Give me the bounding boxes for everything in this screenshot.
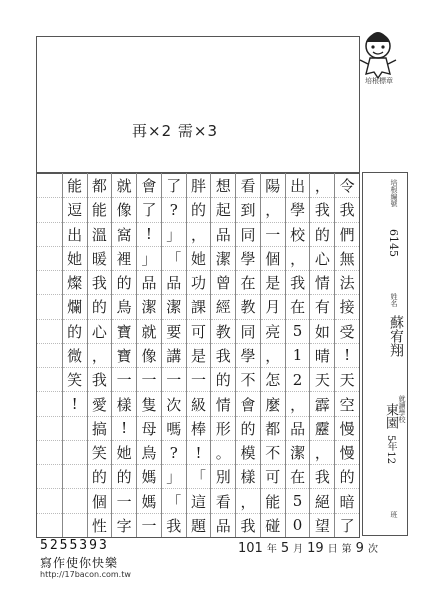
grid-cell: 級 [187,391,211,415]
grid-cell: 0 [286,513,310,537]
grid-cell [37,513,62,537]
grid-cell: ， [236,488,260,512]
grid-cell: 暗 [335,488,359,512]
grid-cell: 樣 [236,464,260,488]
grid-cell [37,270,62,294]
grid-cell: ， [286,246,310,270]
grid-cell: 愛 [88,391,112,415]
grid-column [285,173,310,537]
date-line [238,540,408,556]
grid-cell: ， [310,440,334,464]
id-value: 6145 [387,229,400,257]
grid-cell [37,294,62,318]
grid-cell: 天 [310,367,334,391]
date-month: 5 [280,541,290,556]
grid-cell: 逗 [63,197,87,221]
grid-cell [63,440,87,464]
grid-cell: ! [63,391,87,415]
grid-cell: 怎 [261,367,285,391]
grid-cell: ， [286,391,310,415]
grid-cell: 要 [162,319,186,343]
grid-cell: 校 [286,222,310,246]
grid-cell: 法 [335,270,359,294]
grid-cell: 能 [88,197,112,221]
school-label: 就讀學校 [398,395,406,423]
grid-cell: 潔 [137,294,161,318]
grid-cell: 亮 [261,319,285,343]
school-value: 東園 [383,403,398,429]
name-label: 姓名 [390,293,398,307]
grid-cell: 潔 [286,440,310,464]
grid-cell: 如 [310,319,334,343]
grid-cell: ? [162,440,186,464]
grid-cell: ! [112,416,136,440]
name-value: 蘇宥翔 [388,315,404,357]
grid-cell: 品 [286,416,310,440]
grid-cell: ， [314,176,330,195]
grid-cell: 一 [162,367,186,391]
grid-cell: 麼 [261,391,285,415]
grade-value: 5年12 [385,435,396,465]
grid-cell: 令 [339,176,355,195]
grid-cell: 可 [187,319,211,343]
grid-cell: 一 [112,488,136,512]
grid-cell: 潔 [162,294,186,318]
grid-cell: 曾 [211,270,235,294]
grid-cell: 無 [335,246,359,270]
grid-cell: 看 [211,488,235,512]
grid-cell: 我 [286,270,310,294]
grid-cell: 霹 [310,391,334,415]
student-info-strip [362,172,408,536]
grid-cell: 題 [187,513,211,537]
grid-cell: 樣 [112,391,136,415]
grid-cell: 字 [112,513,136,537]
grid-column [260,173,285,537]
grid-cell: 月 [261,294,285,318]
class-label: 班 [390,511,398,518]
grid-cell: 品 [137,270,161,294]
grid-cell: 情 [310,270,334,294]
grid-column [186,173,211,537]
id-label: 培根編號 [390,179,398,207]
grid-cell: 會 [236,391,260,415]
grid-cell: 「 [162,246,186,270]
grid-cell: 在 [286,464,310,488]
grid-cell: 能 [67,176,83,195]
grid-cell: 心 [88,319,112,343]
grid-column [161,173,186,537]
grid-cell: 形 [211,416,235,440]
grid-cell: 「 [162,488,186,512]
grid-cell: 們 [335,222,359,246]
grid-cell: 是 [261,270,285,294]
grid-cell: 的 [88,294,112,318]
grid-cell: 微 [63,343,87,367]
grid-cell: 。 [211,440,235,464]
grid-cell: 這 [187,488,211,512]
grid-cell: 暖 [88,246,112,270]
grid-cell: 不 [236,367,260,391]
grid-cell: 受 [335,319,359,343]
grid-cell: 一 [112,367,136,391]
grid-cell [37,440,62,464]
date-month-unit: 月 [293,544,304,555]
grid-cell: 有 [310,294,334,318]
grid-cell: 個 [88,488,112,512]
grid-cell: 學 [236,246,260,270]
grid-cell: 都 [261,416,285,440]
grid-cell: 能 [261,488,285,512]
grid-cell: 潔 [211,246,235,270]
grid-cell: 別 [211,464,235,488]
grid-cell: 品 [211,513,235,537]
grid-cell: 起 [211,197,235,221]
grid-cell: ! [187,440,211,464]
grid-cell: 情 [211,391,235,415]
grid-cell [37,416,62,440]
grid-cell: 鳥 [112,294,136,318]
grid-cell: 靂 [310,416,334,440]
grid-cell: 性 [88,513,112,537]
grid-cell: ! [335,343,359,367]
comment-box [36,36,360,174]
grid-cell [37,343,62,367]
grid-cell: 的 [63,319,87,343]
grid-column [111,173,136,537]
grid-cell: 教 [211,319,235,343]
grid-cell [37,246,62,270]
date-year-unit: 年 [266,544,277,555]
grid-cell: 5 [286,319,310,343]
grid-cell: 母 [137,416,161,440]
writing-grid [36,172,360,538]
grid-cell: 空 [335,391,359,415]
grid-cell: 胖 [190,176,206,195]
grid-cell: 學 [236,343,260,367]
grid-cell: 出 [63,222,87,246]
grid-cell: 望 [310,513,334,537]
grid-cell [63,416,87,440]
grid-cell: 就 [137,319,161,343]
grid-cell: 燦 [63,270,87,294]
grid-cell: 5 [286,488,310,512]
grid-cell: 1 [286,343,310,367]
grid-cell: 都 [91,176,107,195]
grid-column [87,173,112,537]
grid-column [235,173,260,537]
grid-cell: 不 [261,440,285,464]
grid-cell: 模 [236,440,260,464]
grid-cell: 接 [335,294,359,318]
grid-cell: 的 [211,367,235,391]
grid-cell: 了 [137,197,161,221]
grid-cell: 笑 [88,440,112,464]
grid-cell: 我 [310,464,334,488]
grid-cell [37,173,62,197]
grid-cell: 像 [137,343,161,367]
grid-cell: 嗎 [162,416,186,440]
grid-cell: 同 [236,222,260,246]
grid-cell: 在 [286,294,310,318]
grid-column [136,173,161,537]
grid-cell: ， [261,197,285,221]
grid-cell: 陽 [265,176,281,195]
grid-cell: 我 [310,197,334,221]
grid-cell: 像 [112,197,136,221]
date-day-unit: 日 [327,544,338,555]
grid-cell [37,391,62,415]
grid-cell: 碰 [261,513,285,537]
grid-cell: 「 [187,464,211,488]
grid-cell: 隻 [137,391,161,415]
grid-cell: 的 [112,464,136,488]
grid-cell: ! [137,222,161,246]
grid-cell: 的 [335,464,359,488]
grid-cell: 次 [162,391,186,415]
grid-cell: 教 [236,294,260,318]
grid-cell: 學 [286,197,310,221]
grid-cell: 到 [236,197,260,221]
grid-cell: 慢 [335,416,359,440]
date-year: 101 [238,541,263,556]
grid-cell: 」 [162,464,186,488]
grid-column [309,173,334,537]
grid-cell: 一 [261,222,285,246]
grid-cell: 就 [116,176,132,195]
grid-cell: 寶 [112,319,136,343]
date-day: 19 [307,541,324,556]
slogan: 寫作使你快樂 [40,556,119,570]
grid-cell: 會 [141,176,157,195]
grid-cell: 看 [240,176,256,195]
grid-cell: 出 [290,176,306,195]
grid-cell: 是 [187,343,211,367]
grid-cell: ， [88,343,112,367]
grid-cell: 一 [137,367,161,391]
grid-cell [63,513,87,537]
grid-cell: 心 [310,246,334,270]
grid-cell [37,197,62,221]
grid-cell: 天 [335,367,359,391]
grid-cell: ? [162,197,186,221]
document-code: 5255393 [40,538,109,553]
grid-cell: 晴 [310,343,334,367]
index-number: 9 [355,541,364,556]
grid-cell: 搞 [88,416,112,440]
grid-cell: 的 [187,197,211,221]
grid-cell: 一 [187,367,211,391]
grid-cell: 可 [261,464,285,488]
grid-column [334,173,359,537]
grid-cell: 品 [162,270,186,294]
grid-cell: 鳥 [137,440,161,464]
grid-cell: 我 [88,367,112,391]
correction-note: 再×2 需×3 [132,122,218,140]
grid-cell: 慢 [335,440,359,464]
grid-cell [37,222,62,246]
grid-cell: 棒 [187,416,211,440]
grid-cell: 溫 [88,222,112,246]
grid-cell: 裡 [112,246,136,270]
grid-cell: 媽 [137,464,161,488]
grid-cell: 我 [335,197,359,221]
grid-cell: 的 [112,270,136,294]
grid-cell [37,319,62,343]
grid-cell: 經 [211,294,235,318]
grid-cell: 笑 [63,367,87,391]
grid-cell [37,367,62,391]
grid-cell: 我 [211,343,235,367]
grid-cell: 」 [162,222,186,246]
grid-cell: 我 [236,513,260,537]
grid-cell: 了 [335,513,359,537]
grid-cell [63,464,87,488]
grid-cell: 的 [88,464,112,488]
grid-cell: 寶 [112,343,136,367]
grid-cell: 她 [63,246,87,270]
grid-cell: 同 [236,319,260,343]
grid-column [62,173,87,537]
grid-cell: 絕 [310,488,334,512]
grid-cell [37,464,62,488]
grid-cell: 一 [137,513,161,537]
grid-cell: 想 [215,176,231,195]
grid-cell: 爛 [63,294,87,318]
grid-column [37,173,62,537]
grid-cell: 窩 [112,222,136,246]
grid-cell [63,488,87,512]
grid-cell: 功 [187,270,211,294]
grid-cell: 媽 [137,488,161,512]
grid-cell: 在 [236,270,260,294]
grid-column [210,173,235,537]
grid-cell: 課 [187,294,211,318]
grid-cell: 她 [112,440,136,464]
grid-cell: 」 [137,246,161,270]
grid-cell: 講 [162,343,186,367]
grid-cell: 了 [166,176,182,195]
grid-cell: 我 [88,270,112,294]
grid-cell: 她 [187,246,211,270]
index-prefix: 第 [341,544,352,555]
grid-cell: 個 [261,246,285,270]
logo-label: 培根標章 [365,77,393,85]
grid-cell: 我 [162,513,186,537]
grid-cell: ， [261,343,285,367]
grid-cell: ， [187,222,211,246]
index-unit: 次 [367,544,378,555]
site-url: http://17bacon.com.tw [40,570,131,579]
grid-cell [37,488,62,512]
grid-cell: 品 [211,222,235,246]
grid-cell: 2 [286,367,310,391]
grid-cell: 的 [236,416,260,440]
grid-cell: 的 [310,222,334,246]
